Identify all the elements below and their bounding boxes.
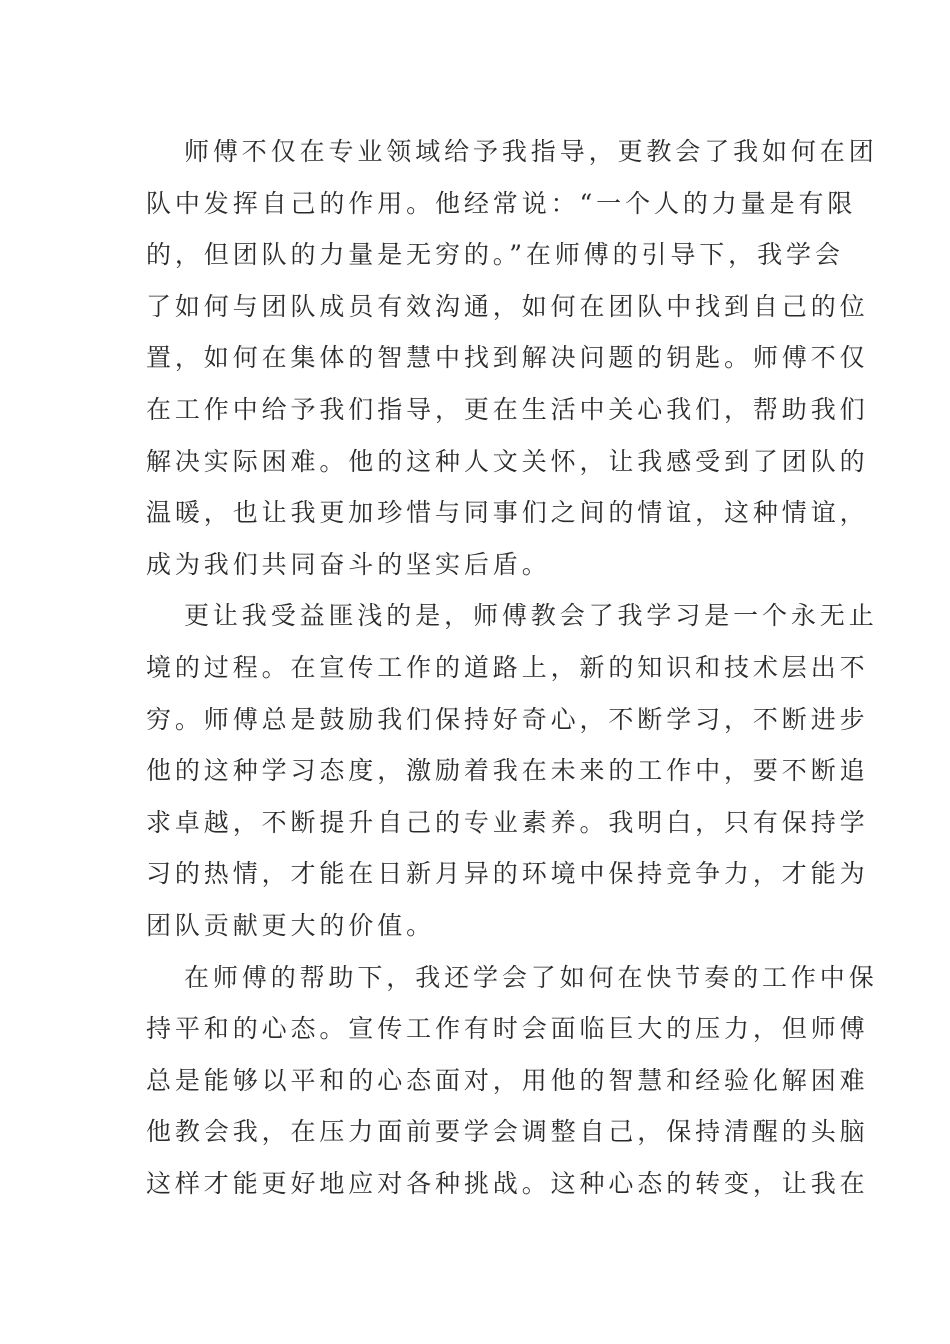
text-line: 成为我们共同奋斗的坚实后盾。 [146,549,551,579]
text-line: 温暖，也让我更加珍惜与同事们之间的情谊，这种情谊， [146,498,869,528]
text-line: 更让我受益匪浅的是，师傅教会了我学习是一个永无止 [184,601,878,631]
text-line: 持平和的心态。宣传工作有时会面临巨大的压力，但师傅 [146,1014,869,1044]
text-line: 师傅不仅在专业领域给予我指导，更教会了我如何在团 [184,137,878,166]
text-line: 习的热情，才能在日新月异的环境中保持竞争力，才能为 [146,859,869,889]
text-line: 的，但团队的力量是无穷的。”在师傅的引导下，我学会 [146,240,844,270]
text-line: 这样才能更好地应对各种挑战。这种心态的转变，让我在 [146,1168,869,1198]
text-line: 队中发挥自己的作用。他经常说：“一个人的力量是有限 [146,188,857,218]
text-line: 置，如何在集体的智慧中找到解决问题的钥匙。师傅不仅 [146,343,869,373]
paragraph-3 [146,952,878,1210]
text-line: 求卓越，不断提升自己的专业素养。我明白，只有保持学 [146,807,869,837]
text-line: 穷。师傅总是鼓励我们保持好奇心，不断学习，不断进步 [146,704,869,734]
body-text [146,126,878,1209]
text-line: 他教会我，在压力面前要学会调整自己，保持清醒的头脑 [146,1117,869,1147]
paragraph-2 [146,590,878,951]
text-line: 团队贡献更大的价值。 [146,910,436,940]
text-line: 他的这种学习态度，激励着我在未来的工作中，要不断追 [146,756,869,786]
paragraph-1 [146,126,878,590]
text-line: 境的过程。在宣传工作的道路上，新的知识和技术层出不 [146,652,869,682]
text-line: 解决实际困难。他的这种人文关怀，让我感受到了团队的 [146,446,869,476]
text-line: 了如何与团队成员有效沟通，如何在团队中找到自己的位 [146,291,869,321]
text-line: 总是能够以平和的心态面对，用他的智慧和经验化解困难 [146,1065,869,1095]
text-line: 在工作中给予我们指导，更在生活中关心我们，帮助我们 [146,394,869,424]
text-line: 在师傅的帮助下，我还学会了如何在快节奏的工作中保 [184,962,878,992]
